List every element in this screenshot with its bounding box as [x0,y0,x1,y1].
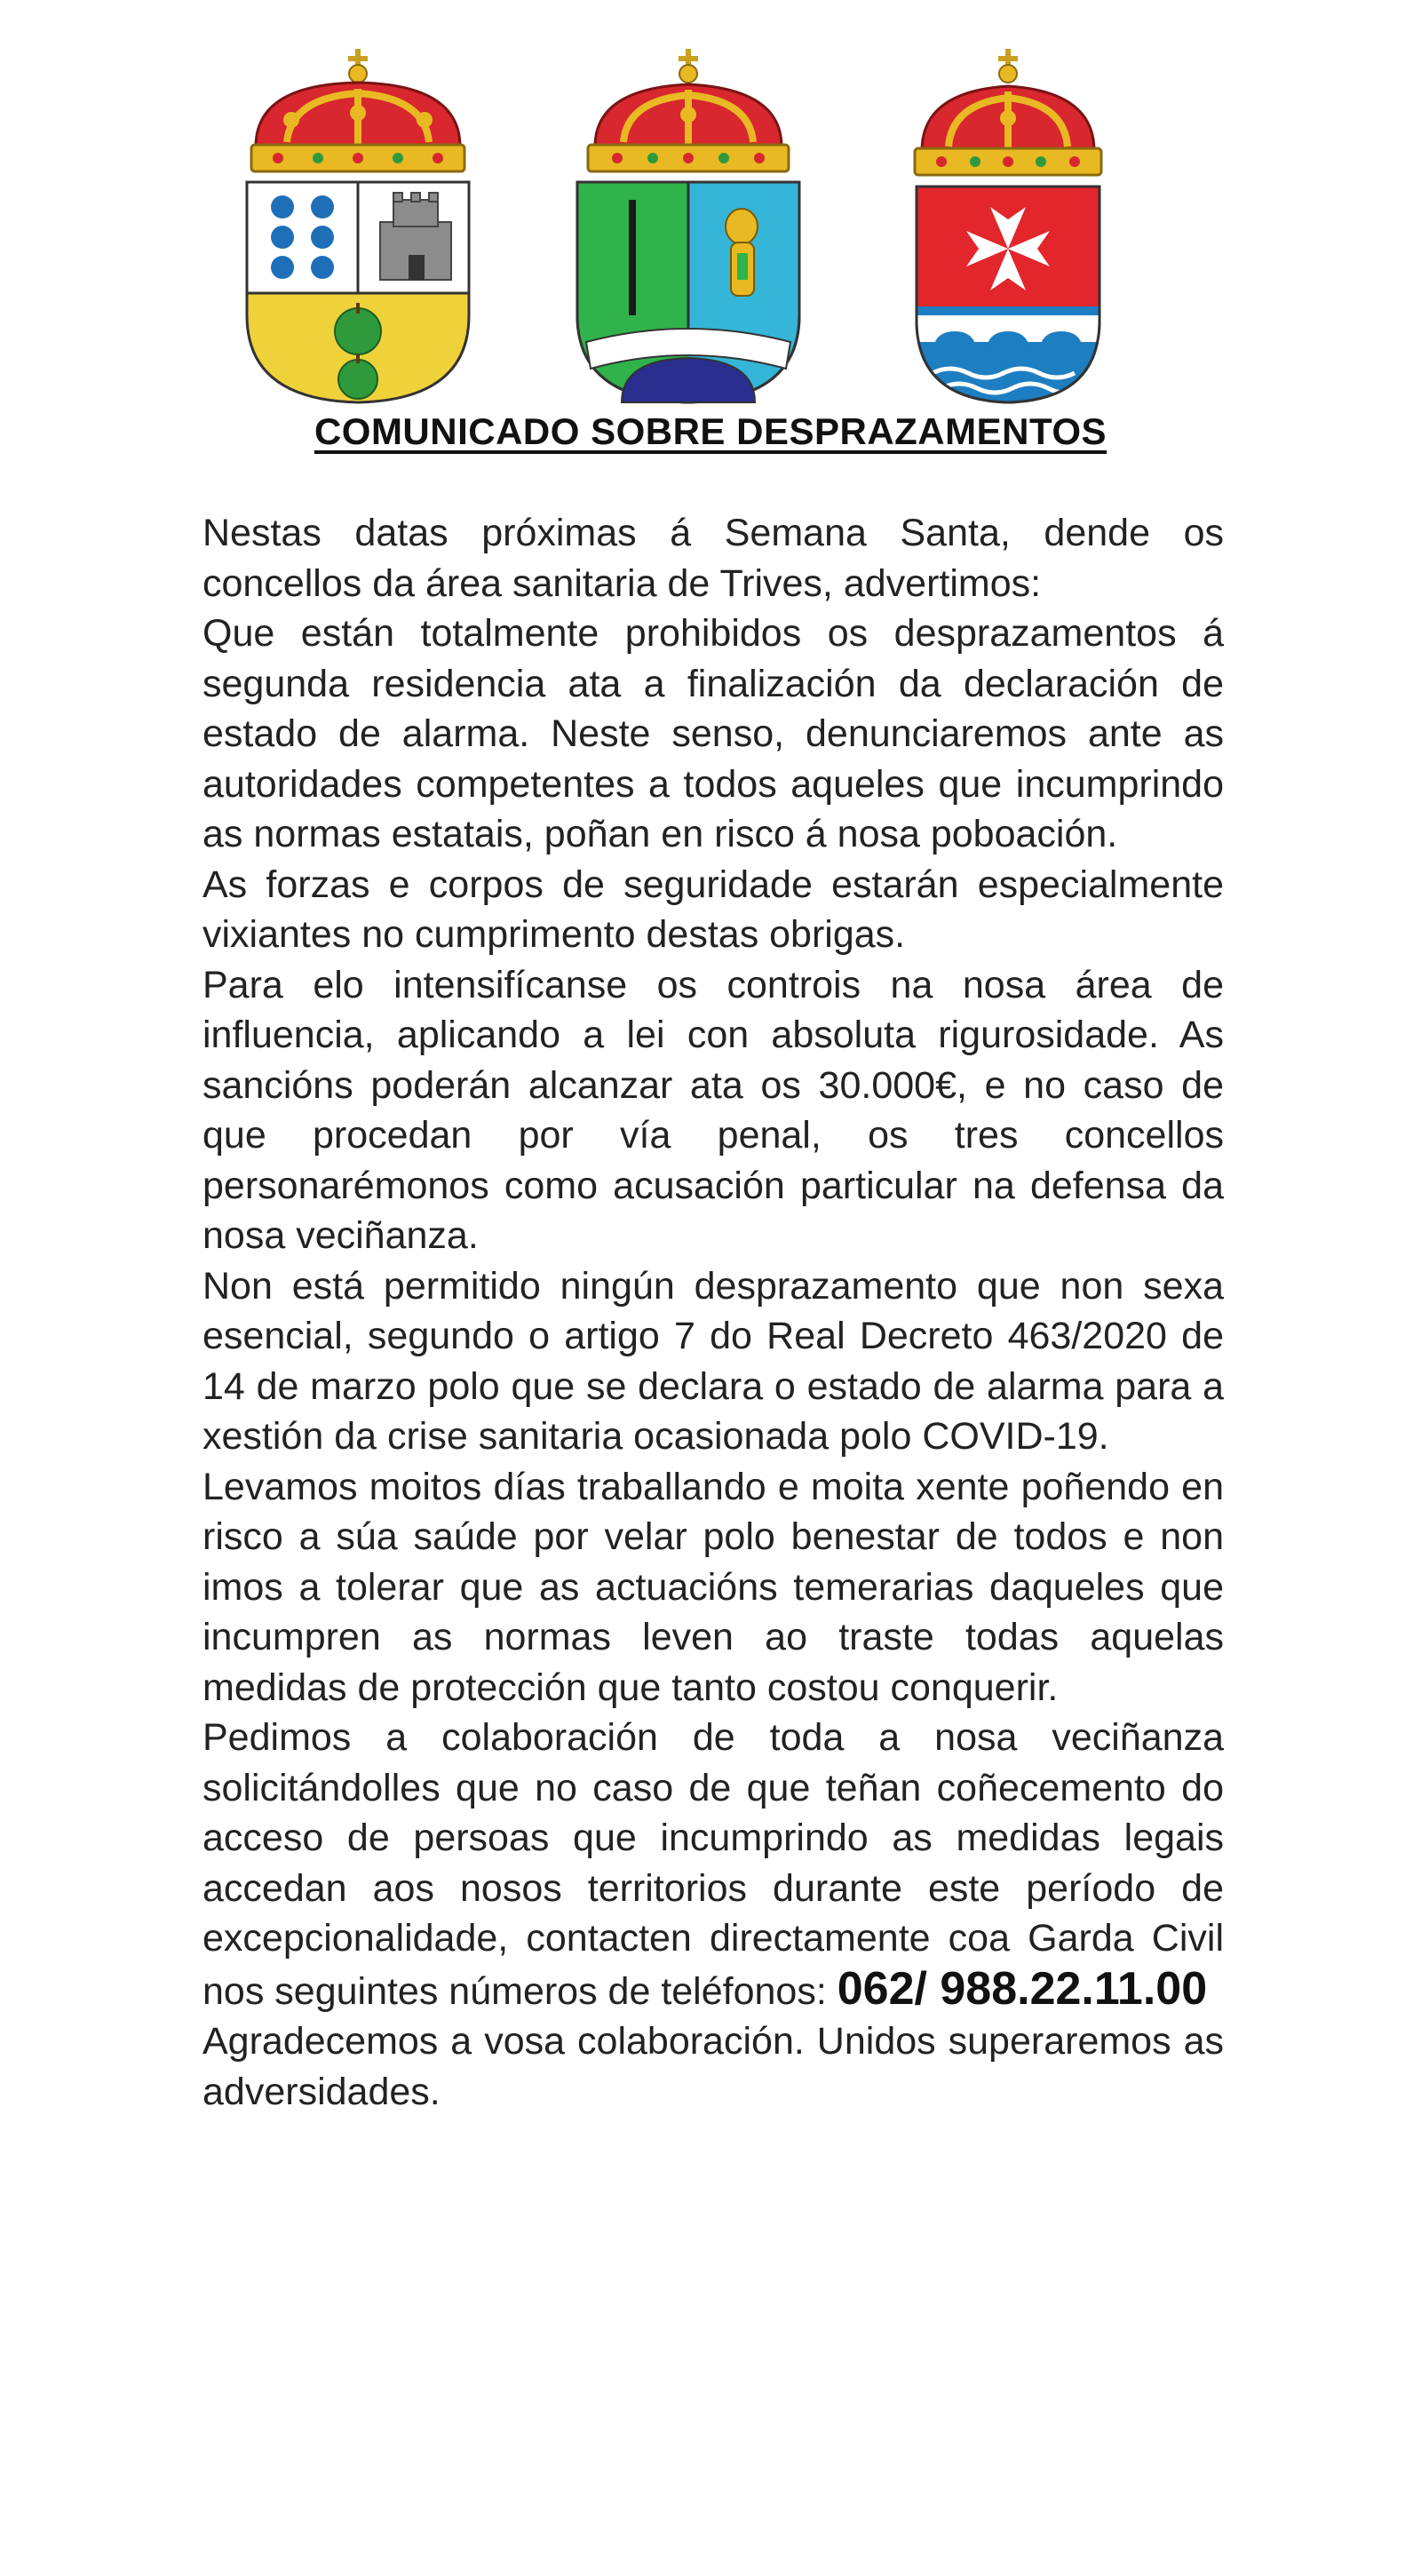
paragraph-effort: Levamos moitos días traballando e moita xente poñendo en risco a súa saúde por velar polo benestar de todos e non imos a tolerar que as actuacións temerarias daqueles que incumpren as normas leven ao traste todas aquelas medidas de protección que tanto costou conquerir. [202,1465,1224,1709]
municipal-coat-of-arms-icon [906,49,1110,404]
paragraph-controls-sanctions: Para elo intensifícanse os controis na nosa área de influencia, aplicando a lei con absoluta rigurosidade. As sancións poderán alcanzar ata os 30.000€, e no caso de que procedan por vía penal, os tres concellos personarémonos como acusación particular na defensa da nosa veciñanza. [202,963,1224,1257]
paragraph-intro: Nestas datas próximas á Semana Santa, dende os concellos da área sanitaria de Trives, advertimos: [202,512,1224,605]
paragraph-contact [202,1713,1224,2016]
paragraph-legal-basis: Non está permitido ningún desprazamento que non sexa esencial, segundo o artigo 7 do Real Decreto 463/2020 de 14 de marzo polo que se declara o estado de alarma para a xestión da crise sanitaria ocasionada polo COVID-19. [202,1264,1224,1458]
paragraph-closing: Agradecemos a vosa colaboración. Unidos superaremos as adversidades. [202,2020,1224,2113]
crests-row [0,49,1421,404]
contact-text: Pedimos a colaboración de toda a nosa veciñanza solicitándolles que no caso de que teñan coñecemento do acceso de persoas que incumprindo as medidas legais accedan aos nosos territorios durante este período de excepcionalidade, contacten directamente coa Garda Civil nos seguintes números de teléfonos: [202,1716,1224,2013]
document-title: COMUNICADO SOBRE DESPRAZAMENTOS [314,410,1107,452]
phone-numbers: 062/ 988.22.11.00 [837,1962,1208,2015]
document-body [202,508,1224,2117]
paragraph-prohibition: Que están totalmente prohibidos os desprazamentos á segunda residencia ata a finalización da declaración de estado de alarma. Neste senso, denunciaremos ante as autoridades competentes a todos aqueles que incumprindo as normas estatais, poñan en risco á nosa poboación. [202,612,1224,855]
municipal-coat-of-arms-icon [238,49,478,404]
paragraph-security-forces: As forzas e corpos de seguridade estarán especialmente vixiantes no cumprimento destas obrigas. [202,863,1224,956]
municipal-coat-of-arms-icon [568,49,808,404]
